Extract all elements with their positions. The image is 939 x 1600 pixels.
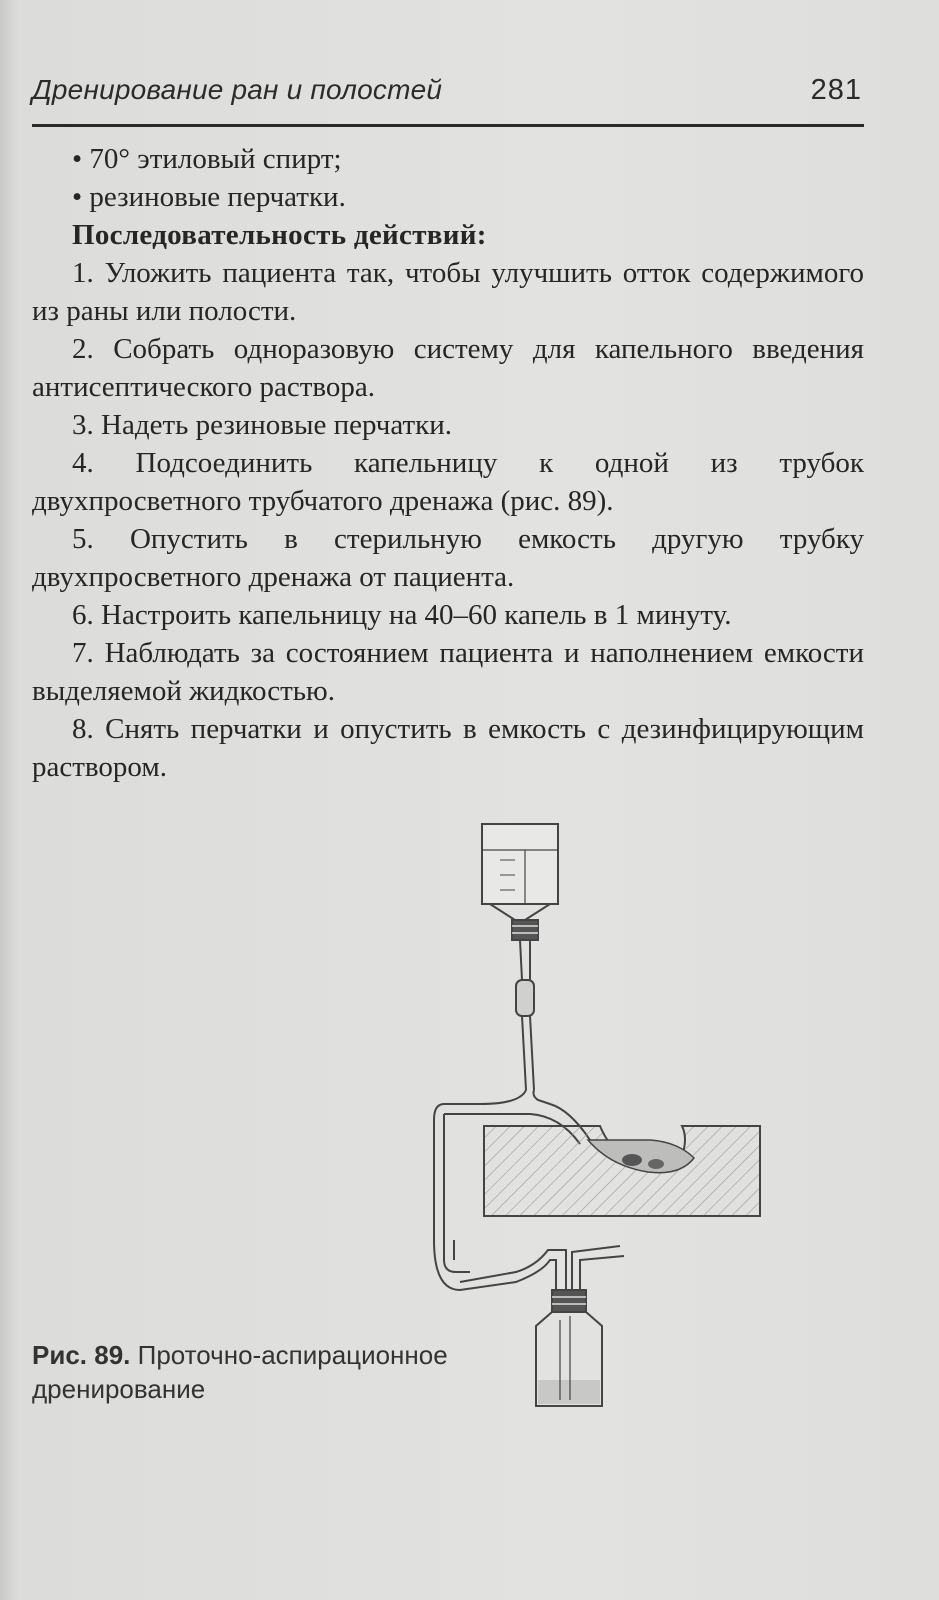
page-header: [32, 70, 864, 127]
section-heading: Последовательность действий:: [72, 219, 487, 251]
bullet-item: • 70° этиловый спирт;: [72, 143, 342, 175]
drip-bottle: [482, 824, 558, 940]
bullet-item: • резиновые перчатки.: [72, 181, 346, 213]
step-8: 8. Снять перчатки и опустить в емкость с дезинфицирующим раствором.: [32, 713, 864, 783]
figure-caption-text: Проточно-аспирационное дренирование: [32, 1340, 448, 1404]
body-text: [32, 140, 864, 786]
step-1: 1. Уложить пациента так, чтобы улучшить отток содержимого из раны или полости.: [32, 257, 864, 327]
step-3: 3. Надеть резиновые перчатки.: [72, 409, 453, 441]
step-4: 4. Подсоединить капельницу к одной из трубок двухпросветного трубчатого дренажа (рис. 89).: [32, 447, 864, 517]
drainage-illustration: [420, 820, 780, 1420]
outflow-tube: [434, 1240, 624, 1290]
step-6: 6. Настроить капельницу на 40–60 капель в 1 минуту.: [72, 599, 732, 631]
collection-vessel: [536, 1290, 602, 1406]
page-number: 281: [810, 74, 862, 106]
figure-caption: [32, 1338, 452, 1406]
step-5: 5. Опустить в стерильную емкость другую трубку двухпросветного дренажа от пациента.: [32, 523, 864, 593]
running-title: Дренирование ран и полостей: [32, 74, 443, 105]
step-7: 7. Наблюдать за состоянием пациента и наполнением емкости выделяемой жидкостью.: [32, 637, 864, 707]
figure-label: Рис. 89.: [32, 1340, 131, 1370]
step-2: 2. Собрать одноразовую систему для капельного введения антисептического раствора.: [32, 333, 864, 403]
tissue-block: [484, 1126, 760, 1216]
